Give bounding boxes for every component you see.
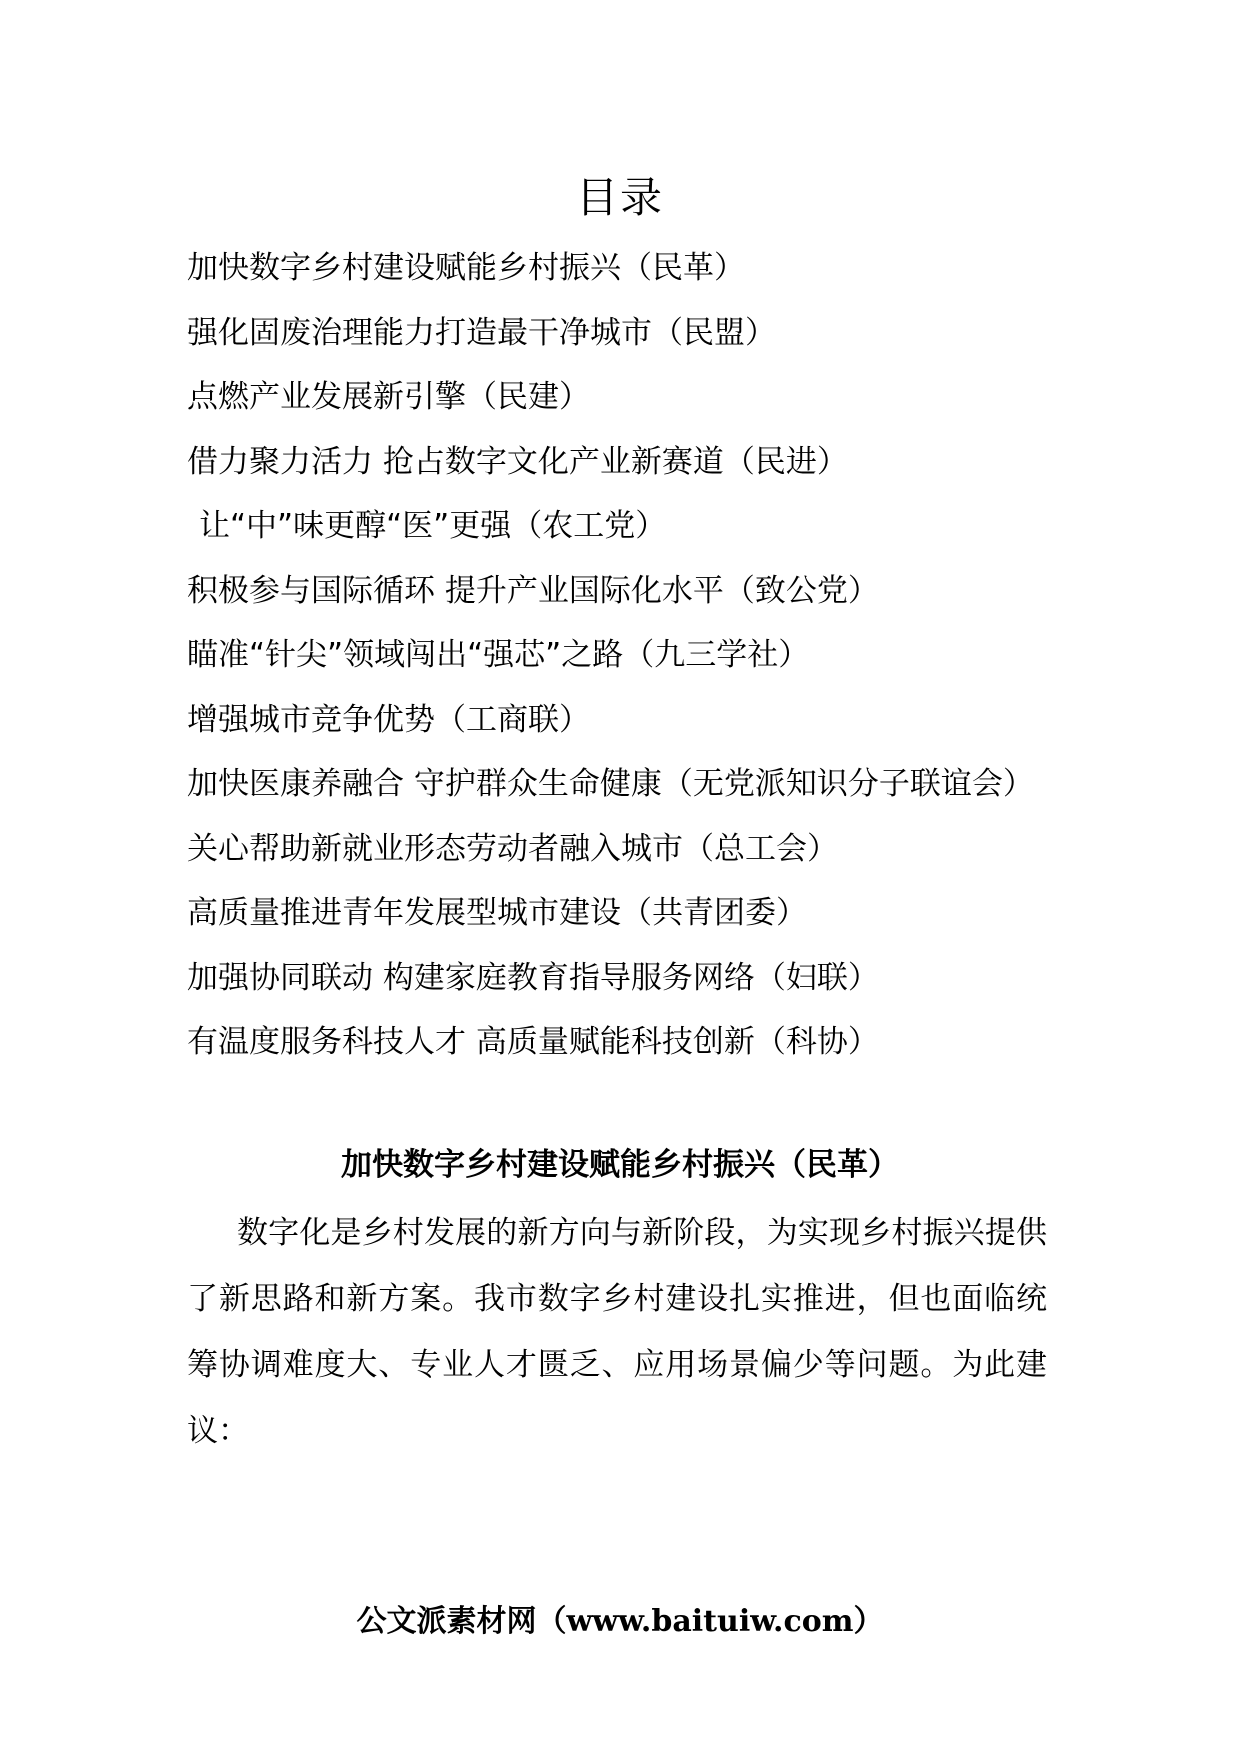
toc-item[interactable]: 增强城市竞争优势（工商联） bbox=[187, 701, 590, 738]
toc-item[interactable]: 加强协同联动 构建家庭教育指导服务网络（妇联） bbox=[187, 959, 879, 996]
toc-item[interactable]: 积极参与国际循环 提升产业国际化水平（致公党） bbox=[187, 572, 879, 609]
toc-item[interactable]: 加快数字乡村建设赋能乡村振兴（民革） bbox=[187, 250, 745, 286]
toc-item[interactable]: 借力聚力活力 抢占数字文化产业新赛道（民进） bbox=[187, 443, 848, 480]
table-of-contents bbox=[187, 236, 1057, 1075]
section-heading: 加快数字乡村建设赋能乡村振兴（民革） bbox=[341, 1147, 899, 1183]
toc-item[interactable]: 点燃产业发展新引擎（民建） bbox=[187, 379, 590, 415]
toc-item[interactable]: 强化固废治理能力打造最干净城市（民盟） bbox=[187, 314, 776, 351]
toc-title: 目录 bbox=[575, 173, 664, 222]
toc-item[interactable]: 关心帮助新就业形态劳动者融入城市（总工会） bbox=[187, 830, 838, 867]
body-paragraph: 数字化是乡村发展的新方向与新阶段，为实现乡村振兴提供了新思路和新方案。我市数字乡村建设扎实推进，但也面临统筹协调难度大、专业人才匮乏、应用场景偏少等问题。为此建议： bbox=[187, 1215, 1047, 1449]
toc-item[interactable]: 瞄准“针尖”领域闯出“强芯”之路（九三学社） bbox=[187, 637, 810, 673]
toc-item[interactable]: 让“中”味更醇“医”更强（农工党） bbox=[199, 508, 667, 544]
toc-item[interactable]: 高质量推进青年发展型城市建设（共青团委） bbox=[187, 895, 807, 931]
toc-item[interactable]: 有温度服务科技人才 高质量赋能科技创新（科协） bbox=[187, 1024, 879, 1060]
footer-watermark: 公文派素材网（www.baituiw.com） bbox=[356, 1604, 884, 1639]
toc-item[interactable]: 加快医康养融合 守护群众生命健康（无党派知识分子联谊会） bbox=[187, 766, 1034, 802]
